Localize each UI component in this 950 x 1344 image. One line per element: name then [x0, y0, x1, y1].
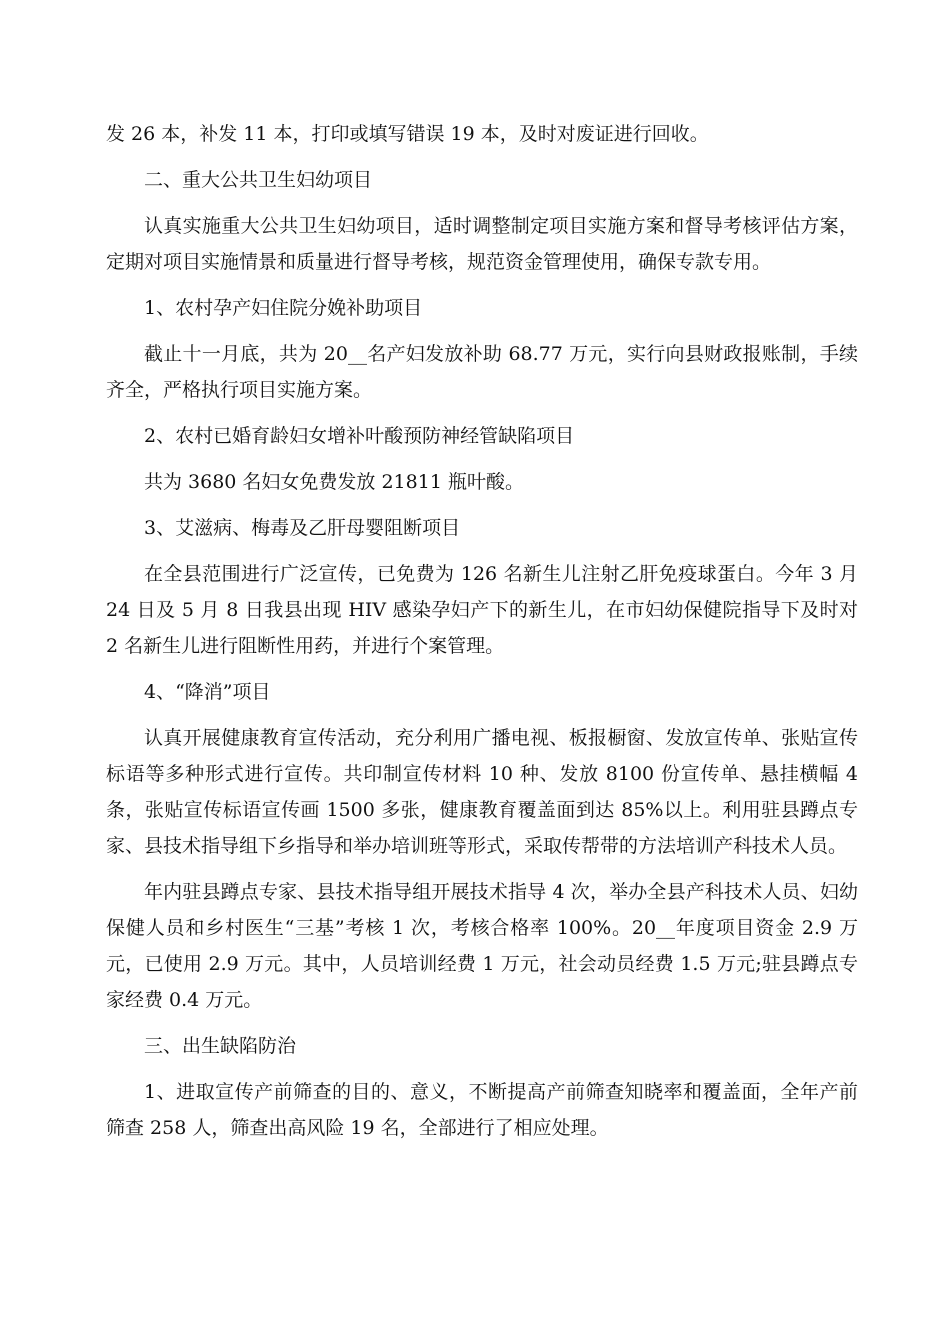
paragraph-11: 认真开展健康教育宣传活动，充分利用广播电视、板报橱窗、发放宣传单、张贴宣传标语等多种形式进行宣传。共印制宣传材料 10 种、发放 8100 份宣传单、悬挂横幅 4 条，张贴宣传标语宣传画 1500 多张，健康教育覆盖面到达 85%以上。利用驻县蹲点专家、县技术指导组下乡指导和举办培训班等形式，采取传帮带的方法培训产科技术人员。	[106, 727, 858, 857]
paragraph-12: 年内驻县蹲点专家、县技术指导组开展技术指导 4 次，举办全县产科技术人员、妇幼保健人员和乡村医生“三基”考核 1 次，考核合格率 100%。20__年度项目资金 2.9 万元，已使用 2.9 万元。其中，人员培训经费 1 万元，社会动员经费 1.5 万元;驻县蹲点专家经费 0.4 万元。	[106, 881, 858, 1011]
paragraph-1: 发 26 本，补发 11 本，打印或填写错误 19 本，及时对废证进行回收。	[106, 123, 709, 145]
subheading-8: 3、艾滋病、梅毒及乙肝母婴阻断项目	[144, 517, 461, 539]
section-heading-2: 二、重大公共卫生妇幼项目	[144, 169, 373, 191]
subheading-4: 1、农村孕产妇住院分娩补助项目	[144, 297, 423, 319]
paragraph-7: 共为 3680 名妇女免费发放 21811 瓶叶酸。	[144, 471, 524, 493]
subheading-6: 2、农村已婚育龄妇女增补叶酸预防神经管缺陷项目	[144, 425, 575, 447]
document-body	[106, 116, 858, 1156]
paragraph-3: 认真实施重大公共卫生妇幼项目，适时调整制定项目实施方案和督导考核评估方案，定期对项目实施情景和质量进行督导考核，规范资金管理使用，确保专款专用。	[106, 215, 858, 273]
paragraph-14: 1、进取宣传产前筛查的目的、意义，不断提高产前筛查知晓率和覆盖面，全年产前筛查 258 人，筛查出高风险 19 名，全部进行了相应处理。	[106, 1081, 858, 1139]
paragraph-5: 截止十一月底，共为 20__名产妇发放补助 68.77 万元，实行向县财政报账制，手续齐全，严格执行项目实施方案。	[106, 343, 858, 401]
paragraph-9: 在全县范围进行广泛宣传，已免费为 126 名新生儿注射乙肝免疫球蛋白。今年 3 月 24 日及 5 月 8 日我县出现 HIV 感染孕妇产下的新生儿，在市妇幼保健院指导下及时对 2 名新生儿进行阻断性用药，并进行个案管理。	[106, 563, 858, 657]
subheading-10: 4、“降消”项目	[144, 681, 271, 703]
section-heading-13: 三、出生缺陷防治	[144, 1035, 297, 1057]
